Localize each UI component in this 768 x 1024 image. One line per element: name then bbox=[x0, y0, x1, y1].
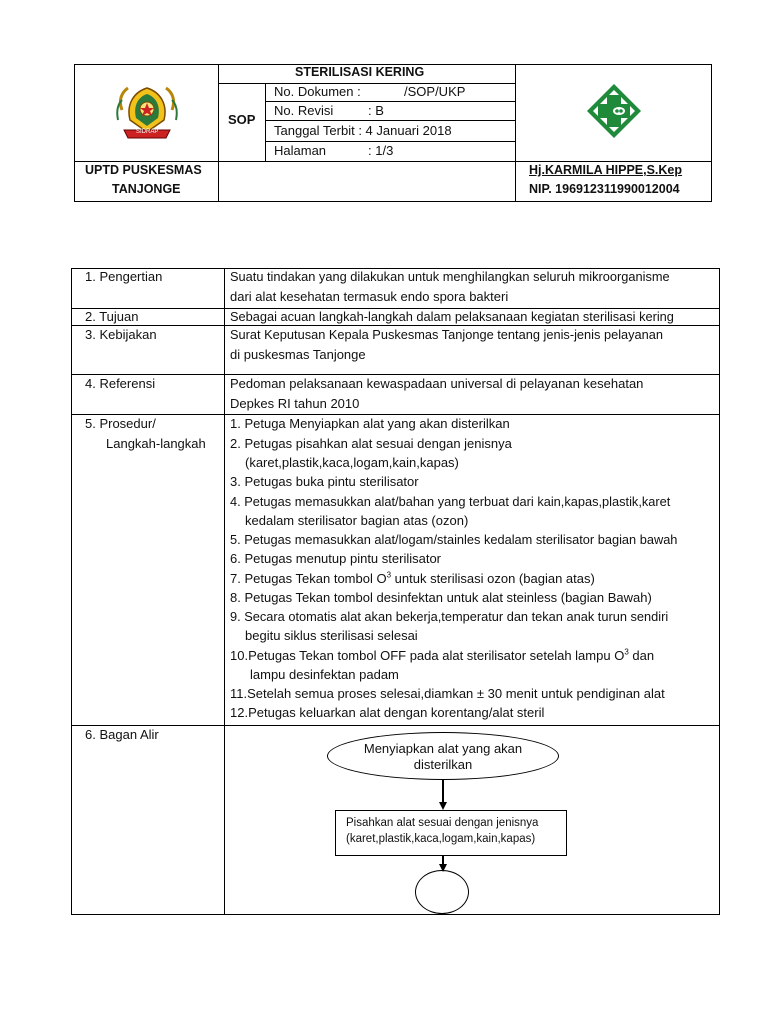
flow-node1-line1: Menyiapkan alat yang akan bbox=[363, 741, 523, 756]
pengertian-label: 1. Pengertian bbox=[85, 269, 163, 284]
table-left-border bbox=[71, 268, 72, 915]
flow-process-box bbox=[335, 810, 567, 856]
header-row-line bbox=[265, 101, 515, 102]
procedure-step: 11.Setelah semua proses selesai,diamkan ± 30 menit untuk pendiginan alat bbox=[230, 686, 665, 701]
procedure-step: 12.Petugas keluarkan alat dengan korentang/alat steril bbox=[230, 705, 545, 720]
table-row-line bbox=[71, 414, 720, 415]
procedure-step: 2. Petugas pisahkan alat sesuai dengan jenisnya bbox=[230, 436, 512, 451]
flow-arrow-head bbox=[439, 802, 447, 810]
procedure-step: 3. Petugas buka pintu sterilisator bbox=[230, 474, 419, 489]
table-column-divider bbox=[224, 268, 225, 915]
page-label: Halaman bbox=[274, 143, 327, 158]
table-right-border bbox=[719, 268, 720, 915]
pengertian-text-line1: Suatu tindakan yang dilakukan untuk menghilangkan seluruh mikroorganisme bbox=[230, 269, 670, 284]
referensi-text-line1: Pedoman pelaksanaan kewaspadaan universal di pelayanan kesehatan bbox=[230, 376, 644, 391]
table-bottom-border bbox=[71, 914, 720, 915]
procedure-step-continuation: (karet,plastik,kaca,logam,kain,kapas) bbox=[245, 455, 459, 470]
procedure-step: 5. Petugas memasukkan alat/logam/stainles kedalam sterilisator bagian bawah bbox=[230, 532, 678, 547]
prosedur-label: 5. Prosedur/ bbox=[85, 416, 156, 431]
header-bottom-row-line bbox=[74, 161, 712, 162]
bagan-alir-label: 6. Bagan Alir bbox=[85, 727, 159, 742]
referensi-label: 4. Referensi bbox=[85, 376, 156, 391]
procedure-step-continuation: begitu siklus sterilisasi selesai bbox=[245, 628, 418, 643]
step10-text: 10.Petugas Tekan tombol OFF pada alat sterilisator setelah lampu O bbox=[230, 648, 625, 663]
pengertian-text-line2: dari alat kesehatan termasuk endo spora bakteri bbox=[230, 289, 509, 304]
table-row-line bbox=[71, 725, 720, 726]
step7-text: 7. Petugas Tekan tombol O bbox=[230, 571, 387, 586]
signer-name: Hj.KARMILA HIPPE,S.Kep bbox=[529, 163, 683, 177]
flow-node2-line1: Pisahkan alat sesuai dengan jenisnya bbox=[346, 817, 539, 829]
flow-node1-line2: disterilkan bbox=[413, 757, 473, 772]
tujuan-text: Sebagai acuan langkah-langkah dalam pelaksanaan kegiatan sterilisasi kering bbox=[230, 309, 674, 324]
org-name-line1: UPTD PUSKESMAS bbox=[85, 163, 202, 177]
header-title-underline bbox=[218, 83, 515, 84]
signer-nip: NIP. 196912311990012004 bbox=[529, 182, 680, 196]
procedure-step: 1. Petuga Menyiapkan alat yang akan disterilkan bbox=[230, 416, 510, 431]
header-divider-right bbox=[515, 64, 516, 202]
doc-number-value: /SOP/UKP bbox=[404, 84, 466, 99]
step10-text-end: dan bbox=[632, 648, 655, 663]
tujuan-label: 2. Tujuan bbox=[85, 309, 139, 324]
procedure-step bbox=[230, 571, 595, 586]
procedure-step bbox=[230, 648, 654, 663]
procedure-step: 6. Petugas menutup pintu sterilisator bbox=[230, 551, 442, 566]
header-divider-left bbox=[218, 64, 219, 202]
ozone-superscript: 3 bbox=[624, 647, 629, 657]
procedure-step: 9. Secara otomatis alat akan bekerja,temperatur dan tekan anak turun sendiri bbox=[230, 609, 669, 624]
puskesmas-logo bbox=[585, 82, 643, 140]
flow-node2-line2: (karet,plastik,kaca,logam,kain,kapas) bbox=[346, 833, 536, 845]
kebijakan-text-line2: di puskesmas Tanjonge bbox=[230, 347, 366, 362]
procedure-step-continuation: kedalam sterilisator bagian atas (ozon) bbox=[245, 513, 469, 528]
procedure-step: 4. Petugas memasukkan alat/bahan yang terbuat dari kain,kapas,plastik,karet bbox=[230, 494, 671, 509]
header-row-line bbox=[265, 120, 515, 121]
flow-next-ellipse bbox=[415, 870, 469, 914]
document-title: STERILISASI KERING bbox=[295, 65, 425, 79]
revision-value: : B bbox=[368, 103, 384, 118]
ozone-superscript: 3 bbox=[386, 570, 392, 580]
flow-arrow bbox=[442, 780, 444, 804]
step7-text-end: untuk sterilisasi ozon (bagian atas) bbox=[394, 571, 595, 586]
table-row-line bbox=[71, 325, 720, 326]
flow-start-ellipse bbox=[327, 732, 559, 780]
prosedur-label-line2: Langkah-langkah bbox=[106, 436, 206, 451]
header-row-line bbox=[265, 141, 515, 142]
procedure-step: 8. Petugas Tekan tombol desinfektan untuk alat steinless (bagian Bawah) bbox=[230, 590, 652, 605]
procedure-step-continuation: lampu desinfektan padam bbox=[250, 667, 399, 682]
revision-label: No. Revisi bbox=[274, 103, 334, 118]
kebijakan-label: 3. Kebijakan bbox=[85, 327, 157, 342]
issue-date: Tanggal Terbit : 4 Januari 2018 bbox=[274, 123, 452, 138]
sop-label: SOP bbox=[228, 112, 256, 127]
doc-number-label: No. Dokumen : bbox=[274, 84, 361, 99]
page-value: : 1/3 bbox=[368, 143, 394, 158]
kebijakan-text-line1: Surat Keputusan Kepala Puskesmas Tanjonge tentang jenis-jenis pelayanan bbox=[230, 327, 664, 342]
emblem-ribbon-text: SIDRAP bbox=[136, 129, 159, 135]
table-row-line bbox=[71, 374, 720, 375]
referensi-text-line2: Depkes RI tahun 2010 bbox=[230, 396, 360, 411]
regency-emblem-logo bbox=[112, 80, 182, 144]
org-name-line2: TANJONGE bbox=[112, 182, 181, 196]
header-divider-sop bbox=[265, 83, 266, 161]
